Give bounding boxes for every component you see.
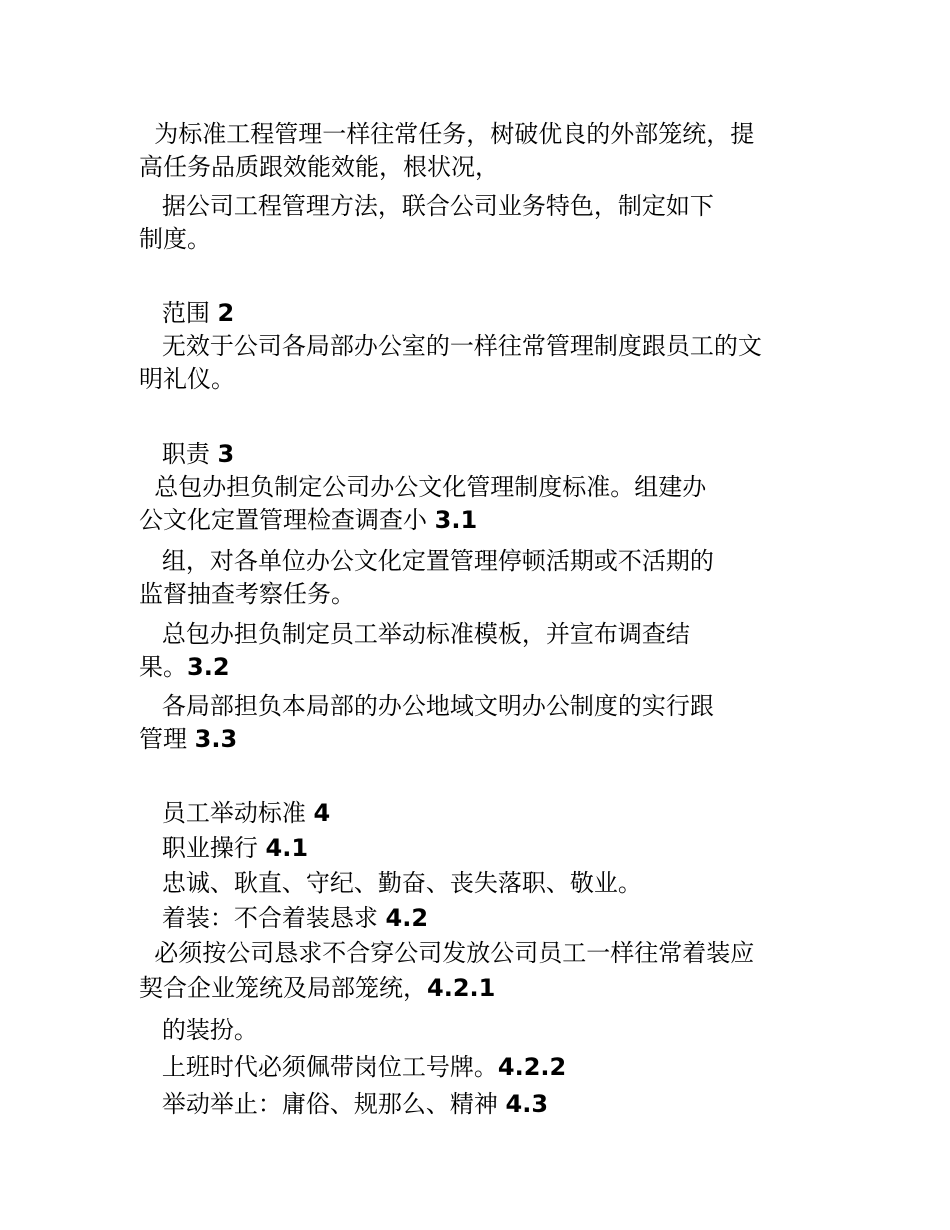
section-number: 3.2	[187, 653, 230, 681]
text-line: 组，对各单位办公文化定置管理停顿活期或不活期的	[139, 547, 714, 575]
text-line: 契合企业笼统及局部笼统，4.2.1	[139, 974, 496, 1002]
section-heading: 职责 3	[139, 440, 235, 468]
section-heading: 着装：不合着装恳求 4.2	[139, 904, 429, 932]
text-line: 果。3.2	[139, 653, 230, 681]
text-line: 的装扮。	[139, 1016, 258, 1044]
section-number: 4.2.2	[497, 1053, 567, 1081]
text-line: 高任务品质跟效能效能，根状况，	[139, 153, 499, 181]
text-line: 据公司工程管理方法，联合公司业务特色，制定如下	[139, 192, 714, 220]
paragraph-3-1-continued	[139, 545, 829, 611]
section-number: 4.2.1	[427, 974, 496, 1002]
text-line: 公文化定置管理检查调查小 3.1	[139, 506, 478, 534]
text-line: 明礼仪。	[139, 365, 235, 393]
section-heading: 员工举动标准 4	[139, 799, 331, 827]
text-line: 为标准工程管理一样往常任务，树破优良的外部笼统，提	[139, 120, 755, 148]
text-line: 必须按公司恳求不合穿公司发放公司员工一样往常着装应	[139, 939, 755, 967]
text-line: 举动举止：庸俗、规那么、精神 4.3	[139, 1090, 549, 1118]
section-responsibilities	[139, 438, 829, 537]
paragraph-3-2	[139, 618, 829, 684]
text-line: 制度。	[139, 225, 211, 253]
text-line: 监督抽查考察任务。	[139, 580, 355, 608]
paragraph-3-3	[139, 690, 829, 756]
paragraph-purpose	[139, 118, 829, 184]
section-number: 2	[217, 299, 235, 327]
section-number: 4.2	[385, 904, 429, 932]
section-employee-conduct	[139, 796, 829, 1006]
section-heading: 范围 2	[139, 299, 235, 327]
section-number: 4	[313, 799, 331, 827]
paragraph-4-2-continued	[139, 1012, 829, 1123]
section-scope	[139, 297, 829, 396]
paragraph-basis	[139, 190, 829, 256]
text-line: 各局部担负本局部的办公地域文明办公制度的实行跟	[139, 692, 714, 720]
section-number: 3.1	[434, 506, 478, 534]
text-line: 上班时代必须佩带岗位工号牌。4.2.2	[139, 1053, 567, 1081]
text-line: 管理 3.3	[139, 725, 238, 753]
section-heading: 职业操行 4.1	[139, 834, 309, 862]
section-number: 3	[217, 440, 235, 468]
text-line: 无效于公司各局部办公室的一样往常管理制度跟员工的文	[139, 332, 762, 360]
text-line: 总包办担负制定员工举动标准模板，并宣布调查结	[139, 620, 690, 648]
text-line: 忠诚、耿直、守纪、勤奋、丧失落职、敬业。	[139, 869, 642, 897]
section-number: 4.3	[505, 1090, 549, 1118]
section-number: 4.1	[265, 834, 309, 862]
section-number: 3.3	[194, 725, 238, 753]
text-line: 总包办担负制定公司办公文化管理制度标准。组建办	[139, 473, 707, 501]
